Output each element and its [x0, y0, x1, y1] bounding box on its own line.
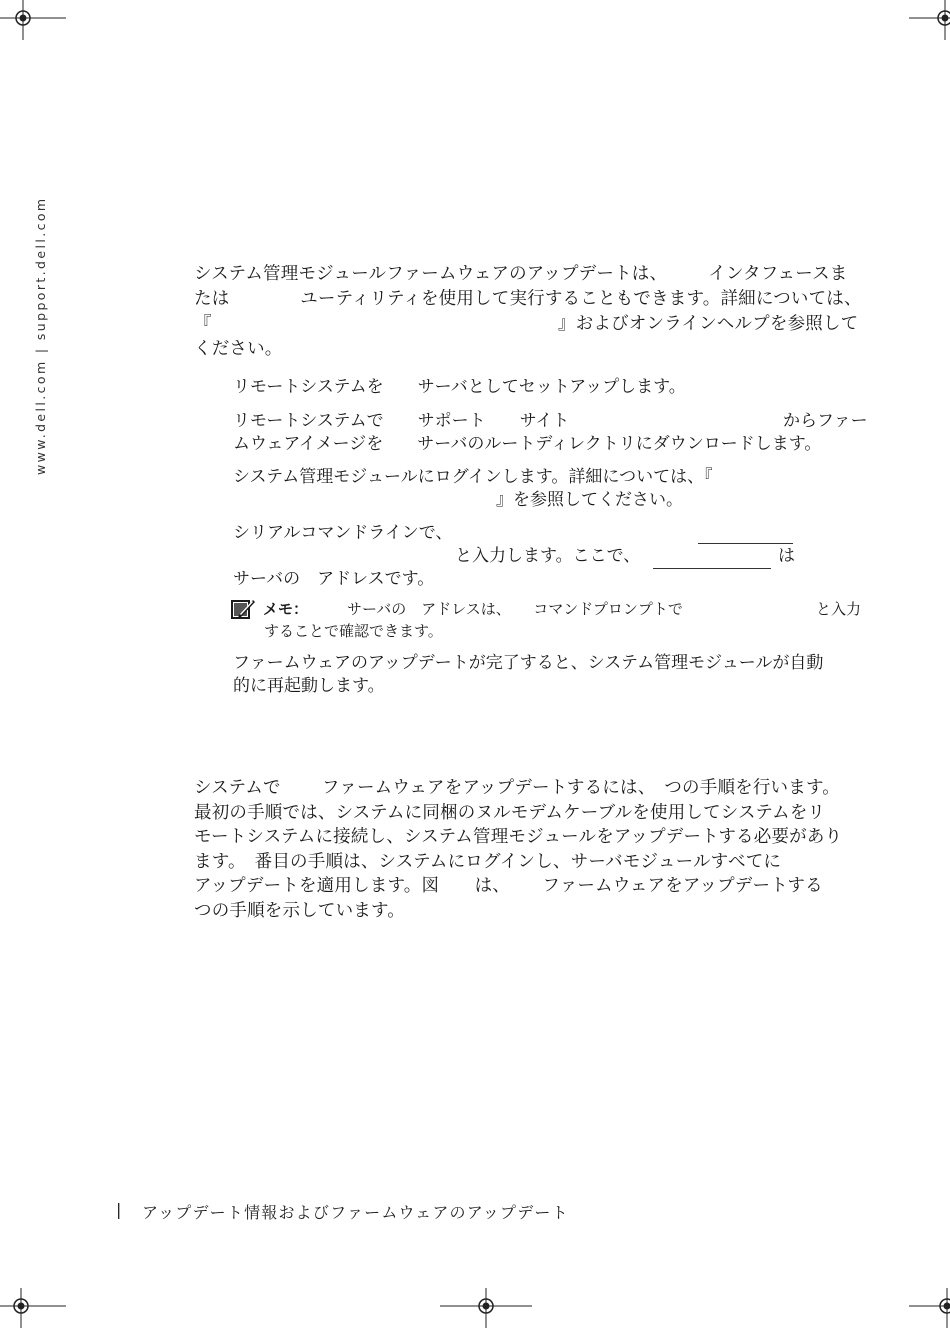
side-url: www.dell.com | support.dell.com — [33, 196, 48, 475]
step-3-line-1: システム管理モジュールにログインします。詳細については、『 — [233, 467, 713, 487]
intro-line-4: ください。 — [194, 339, 283, 359]
section-line-5: アップデートを適用します。図 は、 ファームウェアをアップデートする — [194, 876, 823, 896]
crop-mark-bottom-left — [0, 1288, 70, 1328]
step-3-line-2: 』を参照してください。 — [496, 490, 683, 510]
step-4-line-3: サーバの アドレスです。 — [233, 569, 435, 589]
note-pencil-icon — [231, 597, 255, 621]
section-line-4: ます。 番目の手順は、システムにログインし、サーバモジュールすべてに — [194, 852, 782, 872]
intro-line-3-open: 『 — [194, 314, 212, 334]
step-4-line-1: シリアルコマンドラインで、 — [233, 523, 453, 543]
intro-line-2: たは ユーティリティを使用して実行することもできます。詳細については、 — [194, 289, 862, 309]
note-line-2: することで確認できます。 — [264, 622, 443, 640]
final-step-line-1: ファームウェアのアップデートが完了すると、システム管理モジュールが自動 — [233, 653, 824, 673]
placeholder-underline-2 — [653, 568, 771, 569]
step-1: リモートシステムを サーバとしてセットアップします。 — [233, 377, 686, 397]
step-4-line-2: と入力します。ここで、 — [455, 546, 641, 566]
final-step-line-2: 的に再起動します。 — [233, 676, 385, 696]
note-line-1: サーバの アドレスは、 コマンドプロンプトで — [347, 600, 683, 618]
placeholder-underline-1 — [698, 543, 793, 544]
step-2-line-2: ムウェアイメージを サーバのルートディレクトリにダウンロードします。 — [233, 434, 822, 454]
footer-title: アップデート情報およびファームウェアのアップデート — [142, 1203, 569, 1222]
step-2-line-1: リモートシステムで サポート サイト — [233, 411, 570, 431]
footer-separator: | — [116, 1200, 123, 1219]
step-4-suffix: は — [778, 546, 795, 566]
crop-mark-bottom-center — [440, 1288, 532, 1328]
section-line-1: システムで ファームウェアをアップデートするには、 つの手順を行います。 — [194, 778, 840, 798]
section-line-3: モートシステムに接続し、システム管理モジュールをアップデートする必要があり — [194, 827, 843, 847]
crop-mark-bottom-right — [905, 1288, 950, 1328]
section-line-6: つの手順を示しています。 — [194, 901, 405, 921]
step-2-right: からファー — [783, 411, 868, 431]
note-line-1-end: と入力 — [816, 600, 862, 618]
intro-line-3-close: 』およびオンラインヘルプを参照して — [558, 314, 859, 334]
section-line-2: 最初の手順では、システムに同梱のヌルモデムケーブルを使用してシステムをリ — [194, 803, 826, 823]
intro-line-1: システム管理モジュールファームウェアのアップデートは、 インタフェースま — [194, 264, 848, 284]
crop-mark-top-right — [905, 0, 950, 40]
note-label: メモ： — [263, 600, 309, 618]
crop-mark-top-left — [0, 0, 70, 40]
